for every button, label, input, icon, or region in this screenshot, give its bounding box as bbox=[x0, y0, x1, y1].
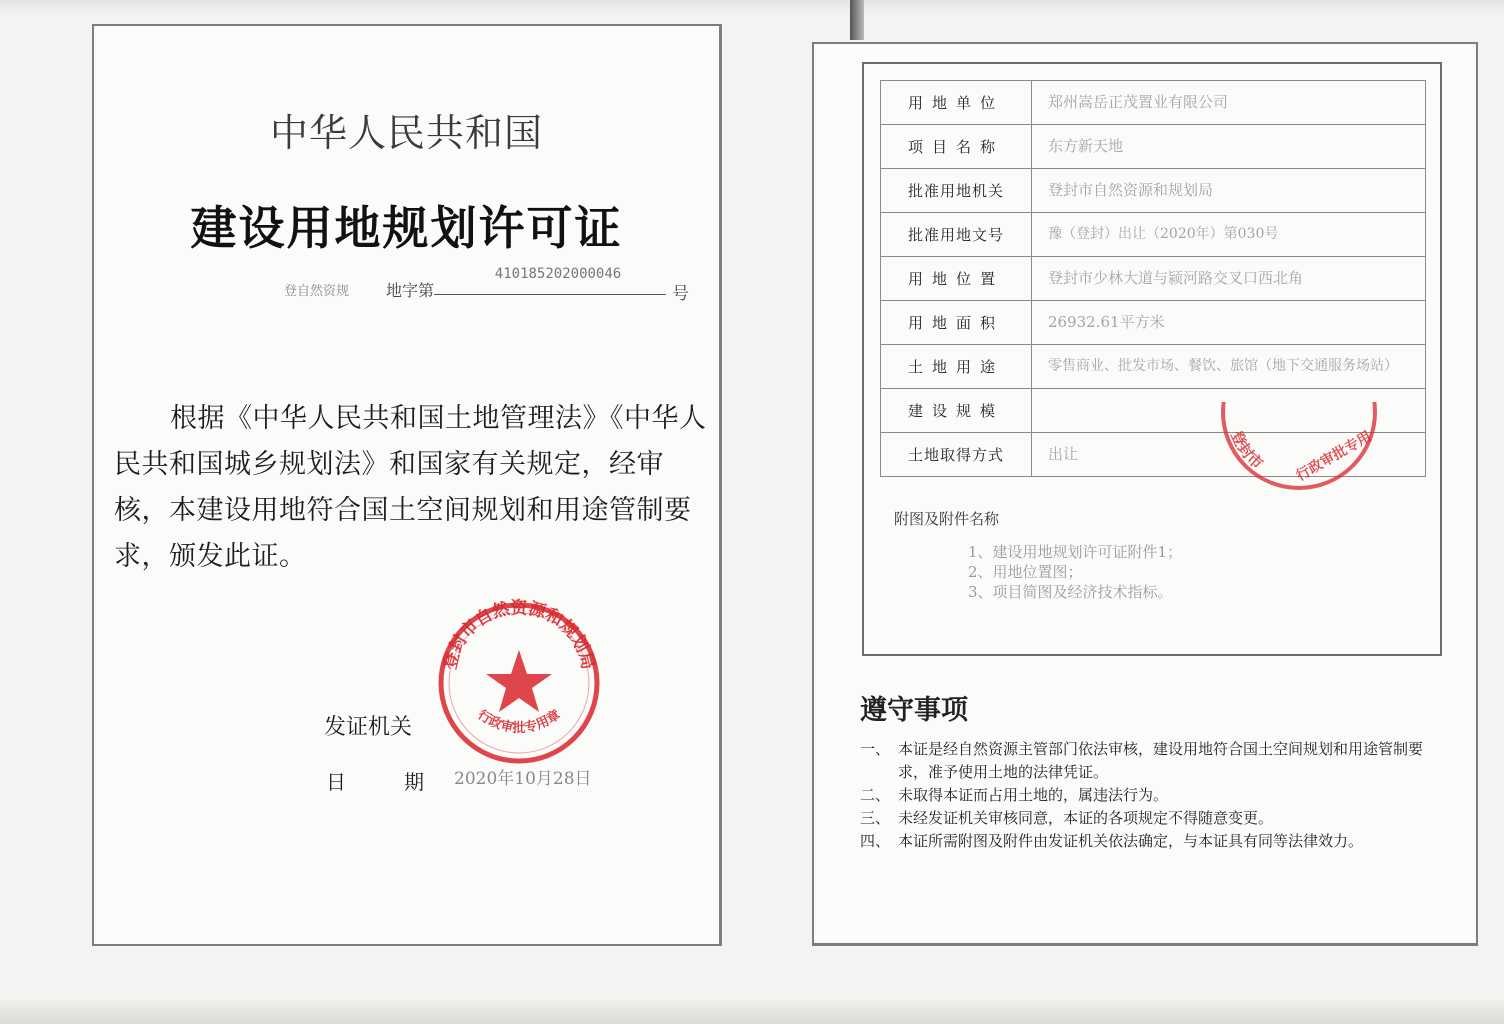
attachment-item: 2、用地位置图； bbox=[968, 563, 1083, 581]
scan-shadow-corner bbox=[850, 0, 864, 40]
info-row-label: 项目名称 bbox=[881, 125, 1032, 169]
notice-text: 未取得本证而占用土地的，属违法行为。 bbox=[898, 786, 1169, 804]
info-row-label: 批准用地机关 bbox=[881, 169, 1032, 213]
notice-number: 一、 bbox=[860, 740, 891, 758]
info-row bbox=[881, 257, 1426, 301]
certificate-prefix: 登自然资规 bbox=[284, 284, 350, 299]
certificate-title: 建设用地规划许可证 bbox=[190, 201, 623, 255]
info-row bbox=[881, 301, 1426, 345]
partial-seal-subtext: 行政审批专用 bbox=[1293, 428, 1375, 485]
certificate-number: 410185202000046 bbox=[494, 266, 622, 282]
number-underline bbox=[434, 294, 666, 295]
legal-basis-text: 根据《中华人民共和国土地管理法》《中华人民共和国城乡规划法》和国家有关规定，经审核，本建设用地符合国土空间规划和用途管制要求，颁发此证。 bbox=[114, 403, 707, 572]
seal-subtext: 行政审批专用章 bbox=[474, 707, 564, 736]
info-row-label: 用地单位 bbox=[881, 81, 1032, 125]
issue-date: 2020年10月28日 bbox=[454, 769, 592, 789]
notice-item bbox=[860, 738, 1450, 784]
seal-text: 登封市自然资源和规划局 bbox=[440, 598, 598, 672]
notice-item bbox=[860, 784, 1450, 807]
attachments-title: 附图及附件名称 bbox=[894, 510, 1000, 528]
info-row-label: 建设规模 bbox=[881, 389, 1032, 433]
notice-number: 二、 bbox=[860, 786, 891, 804]
attachments-list bbox=[968, 542, 1182, 602]
attachment-item: 1、建设用地规划许可证附件1； bbox=[968, 543, 1183, 561]
certificate-zi: 地字第 bbox=[386, 281, 435, 300]
certificate-number-line bbox=[284, 266, 704, 304]
notice-list bbox=[860, 738, 1450, 853]
notice-item bbox=[860, 830, 1450, 853]
info-row-value: 东方新天地 bbox=[1032, 125, 1426, 169]
info-row-label: 土地用途 bbox=[881, 345, 1032, 389]
partial-seal-icon bbox=[1214, 402, 1384, 492]
svg-text:行政审批专用章 bbox=[475, 707, 564, 736]
certificate-detail-page bbox=[812, 42, 1478, 946]
info-row-value: 26932.61平方米 bbox=[1032, 301, 1426, 345]
notice-number: 三、 bbox=[860, 809, 891, 827]
scan-edge-top bbox=[0, 0, 1504, 14]
info-row-label: 土地取得方式 bbox=[881, 433, 1032, 477]
notice-title: 遵守事项 bbox=[860, 695, 968, 726]
info-row-value: 登封市少林大道与颍河路交叉口西北角 bbox=[1032, 257, 1426, 301]
info-row-value: 郑州嵩岳正茂置业有限公司 bbox=[1032, 81, 1426, 125]
info-row bbox=[881, 169, 1426, 213]
info-row bbox=[881, 345, 1426, 389]
notice-number: 四、 bbox=[860, 832, 891, 850]
notice-item bbox=[860, 807, 1450, 830]
info-row-value: 零售商业、批发市场、餐饮、旅馆（地下交通服务场站） bbox=[1032, 345, 1426, 389]
partial-seal-text: 登封市 bbox=[1227, 428, 1267, 473]
info-row-label: 批准用地文号 bbox=[881, 213, 1032, 257]
country-title: 中华人民共和国 bbox=[269, 111, 543, 155]
info-row-label: 用地面积 bbox=[881, 301, 1032, 345]
info-row-value: 登封市自然资源和规划局 bbox=[1032, 169, 1426, 213]
notice-text: 未经发证机关审核同意，本证的各项规定不得随意变更。 bbox=[898, 809, 1274, 827]
certificate-cover-page bbox=[92, 24, 722, 946]
notice-text: 本证是经自然资源主管部门依法审核，建设用地符合国土空间规划和用途管制要求，准予使用土地的法律凭证。 bbox=[898, 740, 1424, 781]
date-label: 日期 bbox=[326, 770, 482, 794]
certificate-hao: 号 bbox=[672, 284, 689, 304]
official-seal-icon bbox=[434, 598, 604, 768]
land-info-box bbox=[862, 62, 1442, 656]
scan-shadow-bottom bbox=[0, 1000, 1504, 1024]
info-row-value: 豫（登封）出让（2020年）第030号 bbox=[1032, 213, 1426, 257]
info-row-label: 用地位置 bbox=[881, 257, 1032, 301]
info-row bbox=[881, 81, 1426, 125]
notice-text: 本证所需附图及附件由发证机关依法确定，与本证具有同等法律效力。 bbox=[898, 832, 1364, 850]
info-row bbox=[881, 213, 1426, 257]
issuer-label: 发证机关 bbox=[324, 715, 413, 740]
info-row bbox=[881, 125, 1426, 169]
attachment-item: 3、项目简图及经济技术指标。 bbox=[968, 583, 1173, 601]
info-row-value: 出让 bbox=[1032, 433, 1426, 477]
